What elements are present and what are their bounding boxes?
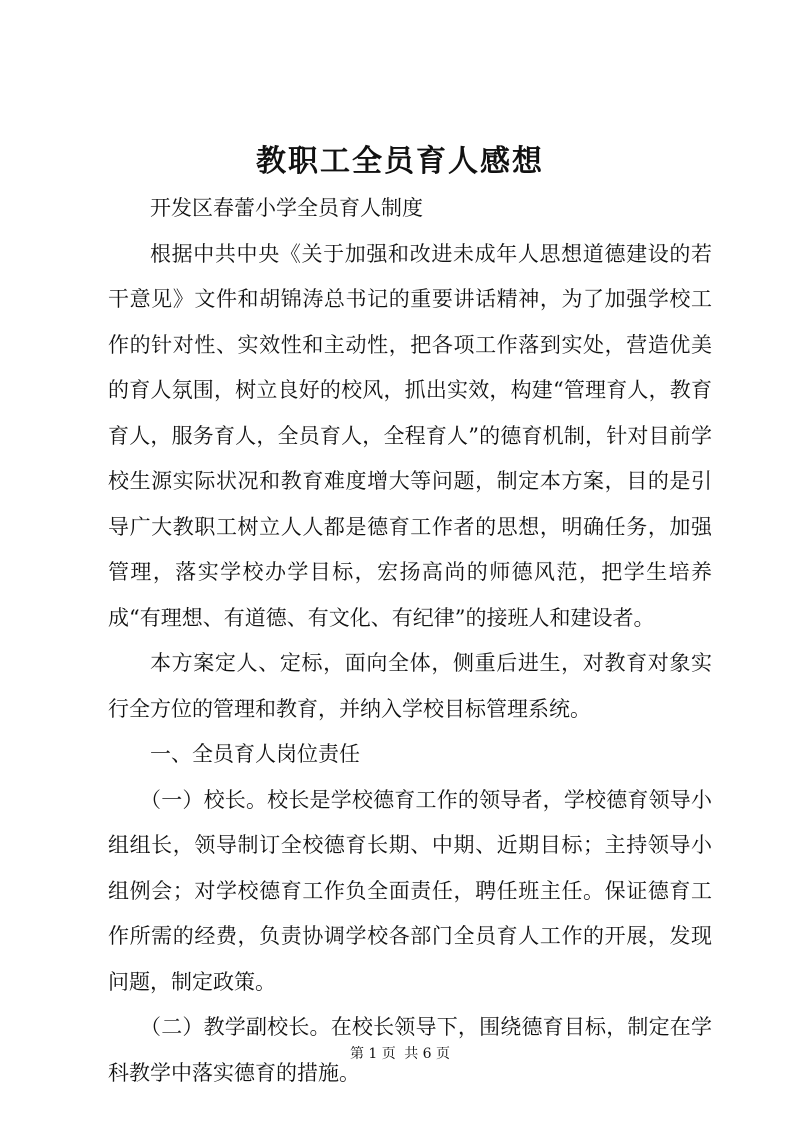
page-footer <box>0 1044 800 1064</box>
document-body <box>108 186 712 1096</box>
page-total: 共 6 页 <box>404 1046 451 1062</box>
subtitle-paragraph: 开发区春蕾小学全员育人制度 <box>150 196 423 220</box>
section-heading: 一、全员育人岗位责任 <box>150 742 360 766</box>
body-paragraph: （二）教学副校长。在校长领导下，围绕德育目标，制定在学科教学中落实德育的措施。 <box>108 1015 712 1085</box>
body-paragraph: 根据中共中央《关于加强和改进未成年人思想道德建设的若干意见》文件和胡锦涛总书记的重要讲话精神，为了加强学校工作的针对性、实效性和主动性，把各项工作落到实处，营造优美的育人氛围，树立良好的校风，抓出实效，构建“管理育人，教育育人，服务育人，全员育人，全程育人”的德育机制，针对目前学校生源实际状况和教育难度增大等问题，制定本方案，目的是引导广大教职工树立人人都是德育工作者的思想，明确任务，加强管理，落实学校办学目标，宏扬高尚的师德风范，把学生培养成“有理想、有道德、有文化、有纪律”的接班人和建设者。 <box>108 241 712 630</box>
body-paragraph: （一）校长。校长是学校德育工作的领导者，学校德育领导小组组长，领导制订全校德育长期、中期、近期目标；主持领导小组例会；对学校德育工作负全面责任，聘任班主任。保证德育工作所需的经费，负责协调学校各部门全员育人工作的开展，发现问题，制定政策。 <box>108 787 712 994</box>
body-paragraph: 本方案定人、定标，面向全体，侧重后进生，对教育对象实行全方位的管理和教育，并纳入学校目标管理系统。 <box>108 651 712 721</box>
page-number: 第 1 页 <box>349 1046 396 1062</box>
document-title: 教职工全员育人感想 <box>256 144 544 179</box>
